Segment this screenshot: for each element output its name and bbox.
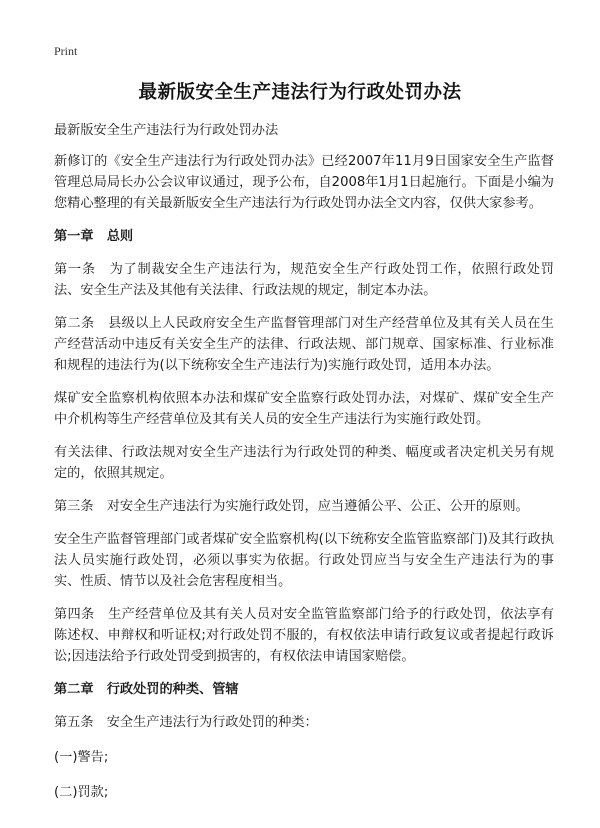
document-subtitle: 最新版安全生产违法行为行政处罚办法 bbox=[54, 123, 279, 138]
article-2: 第二条 县级以上人民政府安全生产监督管理部门对生产经营单位及其有关人员在生产经营活动中违反有关安全生产的法律、行政法规、部门规章、国家标准、行业标准和规程的违法行为(以下统称安全生产违法行为)实施行政处罚，适用本办法。 bbox=[54, 316, 554, 373]
article-4: 第四条 生产经营单位及其有关人员对安全监管监察部门给予的行政处罚，依法享有陈述权、申辩权和听证权;对行政处罚不服的，有权依法申请行政复议或者提起行政诉讼;因违法给予行政处罚受到损害的，有权依法申请国家赔偿。 bbox=[54, 607, 554, 664]
print-label: Print bbox=[54, 44, 78, 58]
penalty-item-fine: (二)罚款; bbox=[54, 785, 109, 800]
article-1: 第一条 为了制裁安全生产违法行为，规范安全生产行政处罚工作，依照行政处罚法、安全生产法及其他有关法律、行政法规的规定，制定本办法。 bbox=[54, 262, 554, 298]
document-title: 最新版安全生产违法行为行政处罚办法 bbox=[138, 82, 462, 103]
penalty-item-warning: (一)警告; bbox=[54, 750, 109, 765]
intro-paragraph: 新修订的《安全生产违法行为行政处罚办法》已经2007年11月9日国家安全生产监督管理总局局长办公会议审议通过，现予公布，自2008年1月1日起施行。下面是小编为您精心整理的有关最新版安全生产违法行为行政处罚办法全文内容，仅供大家参考。 bbox=[54, 154, 554, 211]
document-body bbox=[54, 120, 554, 817]
article-5: 第五条 安全生产违法行为行政处罚的种类： bbox=[54, 715, 318, 730]
chapter-1-heading: 第一章 总则 bbox=[54, 229, 134, 244]
article-3: 第三条 对安全生产违法行为实施行政处罚，应当遵循公平、公正、公开的原则。 bbox=[54, 499, 529, 514]
chapter-2-heading: 第二章 行政处罚的种类、管辖 bbox=[54, 682, 239, 697]
article-2-other-laws: 有关法律、行政法规对安全生产违法行为行政处罚的种类、幅度或者决定机关另有规定的，依照其规定。 bbox=[54, 445, 554, 481]
article-2-coal-mine: 煤矿安全监察机构依照本办法和煤矿安全监察行政处罚办法，对煤矿、煤矿安全生产中介机构等生产经营单位及其有关人员的安全生产违法行为实施行政处罚。 bbox=[54, 391, 554, 427]
article-3-supervision: 安全生产监督管理部门或者煤矿安全监察机构(以下统称安全监管监察部门)及其行政执法人员实施行政处罚，必须以事实为依据。行政处罚应当与安全生产违法行为的事实、性质、情节以及社会危害程度相当。 bbox=[54, 532, 554, 589]
